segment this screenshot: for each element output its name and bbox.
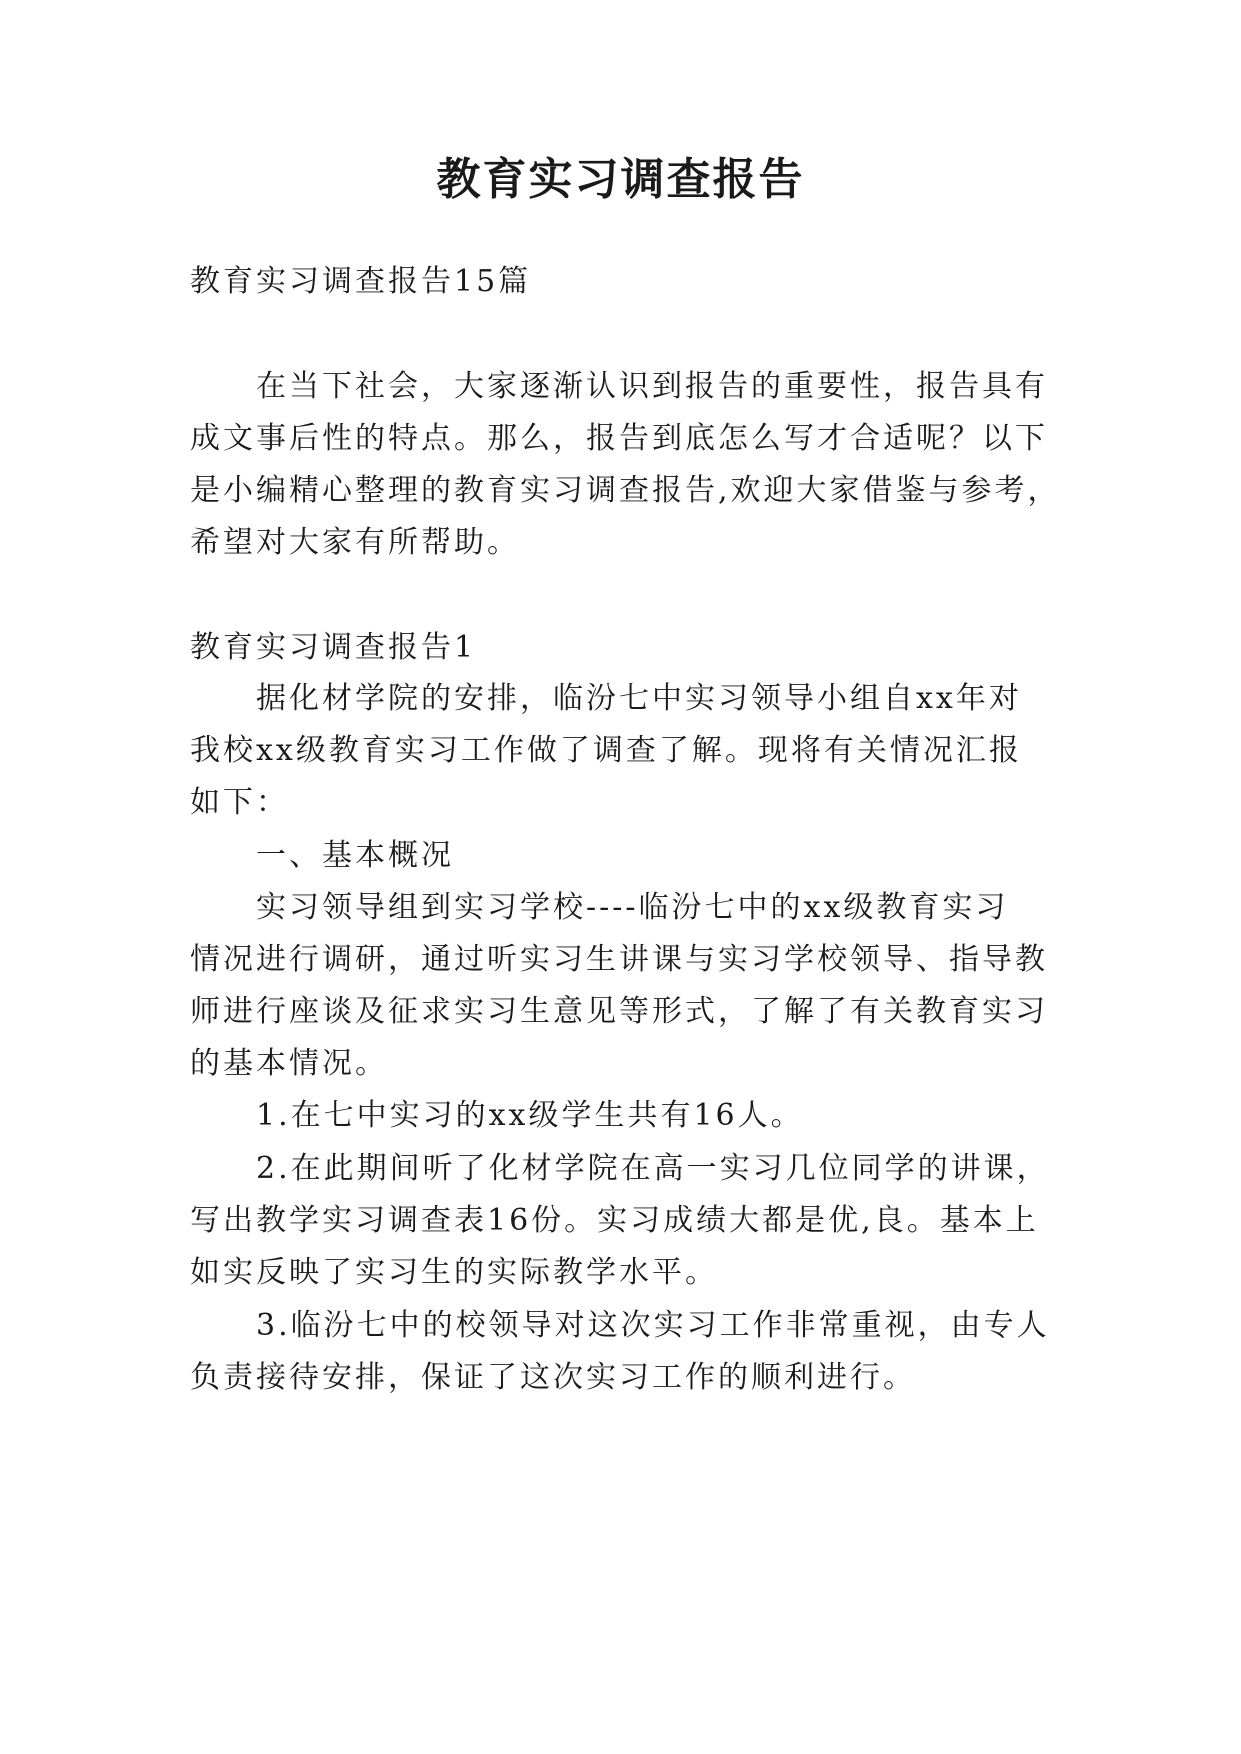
list-item-1: 1.在七中实习的xx级学生共有16人。 bbox=[256, 1098, 804, 1133]
list-item-2-line-3: 如实反映了实习生的实际教学水平。 bbox=[190, 1255, 718, 1290]
paragraph-2-line-3: 师进行座谈及征求实习生意见等形式，了解了有关教育实习 bbox=[190, 994, 1048, 1029]
list-item-3-line-1: 3.临汾七中的校领导对这次实习工作非常重视，由专人 bbox=[256, 1308, 1050, 1343]
intro-line-1: 在当下社会，大家逐渐认识到报告的重要性，报告具有 bbox=[256, 369, 1048, 404]
paragraph-1-line-1: 据化材学院的安排，临汾七中实习领导小组自xx年对 bbox=[256, 681, 1022, 716]
document-title: 教育实习调查报告 bbox=[436, 154, 805, 205]
list-item-2-line-2: 写出教学实习调查表16份。实习成绩大都是优,良。基本上 bbox=[190, 1203, 1039, 1238]
intro-line-2: 成文事后性的特点。那么，报告到底怎么写才合适呢？以下 bbox=[190, 421, 1048, 456]
list-item-2-line-1: 2.在此期间听了化材学院在高一实习几位同学的讲课， bbox=[256, 1151, 1050, 1186]
paragraph-2-line-2: 情况进行调研，通过听实习生讲课与实习学校领导、指导教 bbox=[190, 942, 1048, 977]
paragraph-1-line-3: 如下： bbox=[190, 785, 289, 820]
document-subtitle: 教育实习调查报告15篇 bbox=[190, 264, 532, 299]
paragraph-1-line-2: 我校xx级教育实习工作做了调查了解。现将有关情况汇报 bbox=[190, 733, 1022, 768]
paragraph-2-line-1: 实习领导组到实习学校----临汾七中的xx级教育实习 bbox=[256, 890, 1009, 925]
paragraph-2-line-4: 的基本情况。 bbox=[190, 1046, 388, 1081]
heading-basic-overview: 一、基本概况 bbox=[256, 838, 454, 873]
section-heading: 教育实习调查报告1 bbox=[190, 630, 477, 665]
intro-line-3: 是小编精心整理的教育实习调查报告,欢迎大家借鉴与参考， bbox=[190, 473, 1061, 508]
intro-line-4: 希望对大家有所帮助。 bbox=[190, 525, 520, 560]
list-item-3-line-2: 负责接待安排，保证了这次实习工作的顺利进行。 bbox=[190, 1360, 916, 1395]
